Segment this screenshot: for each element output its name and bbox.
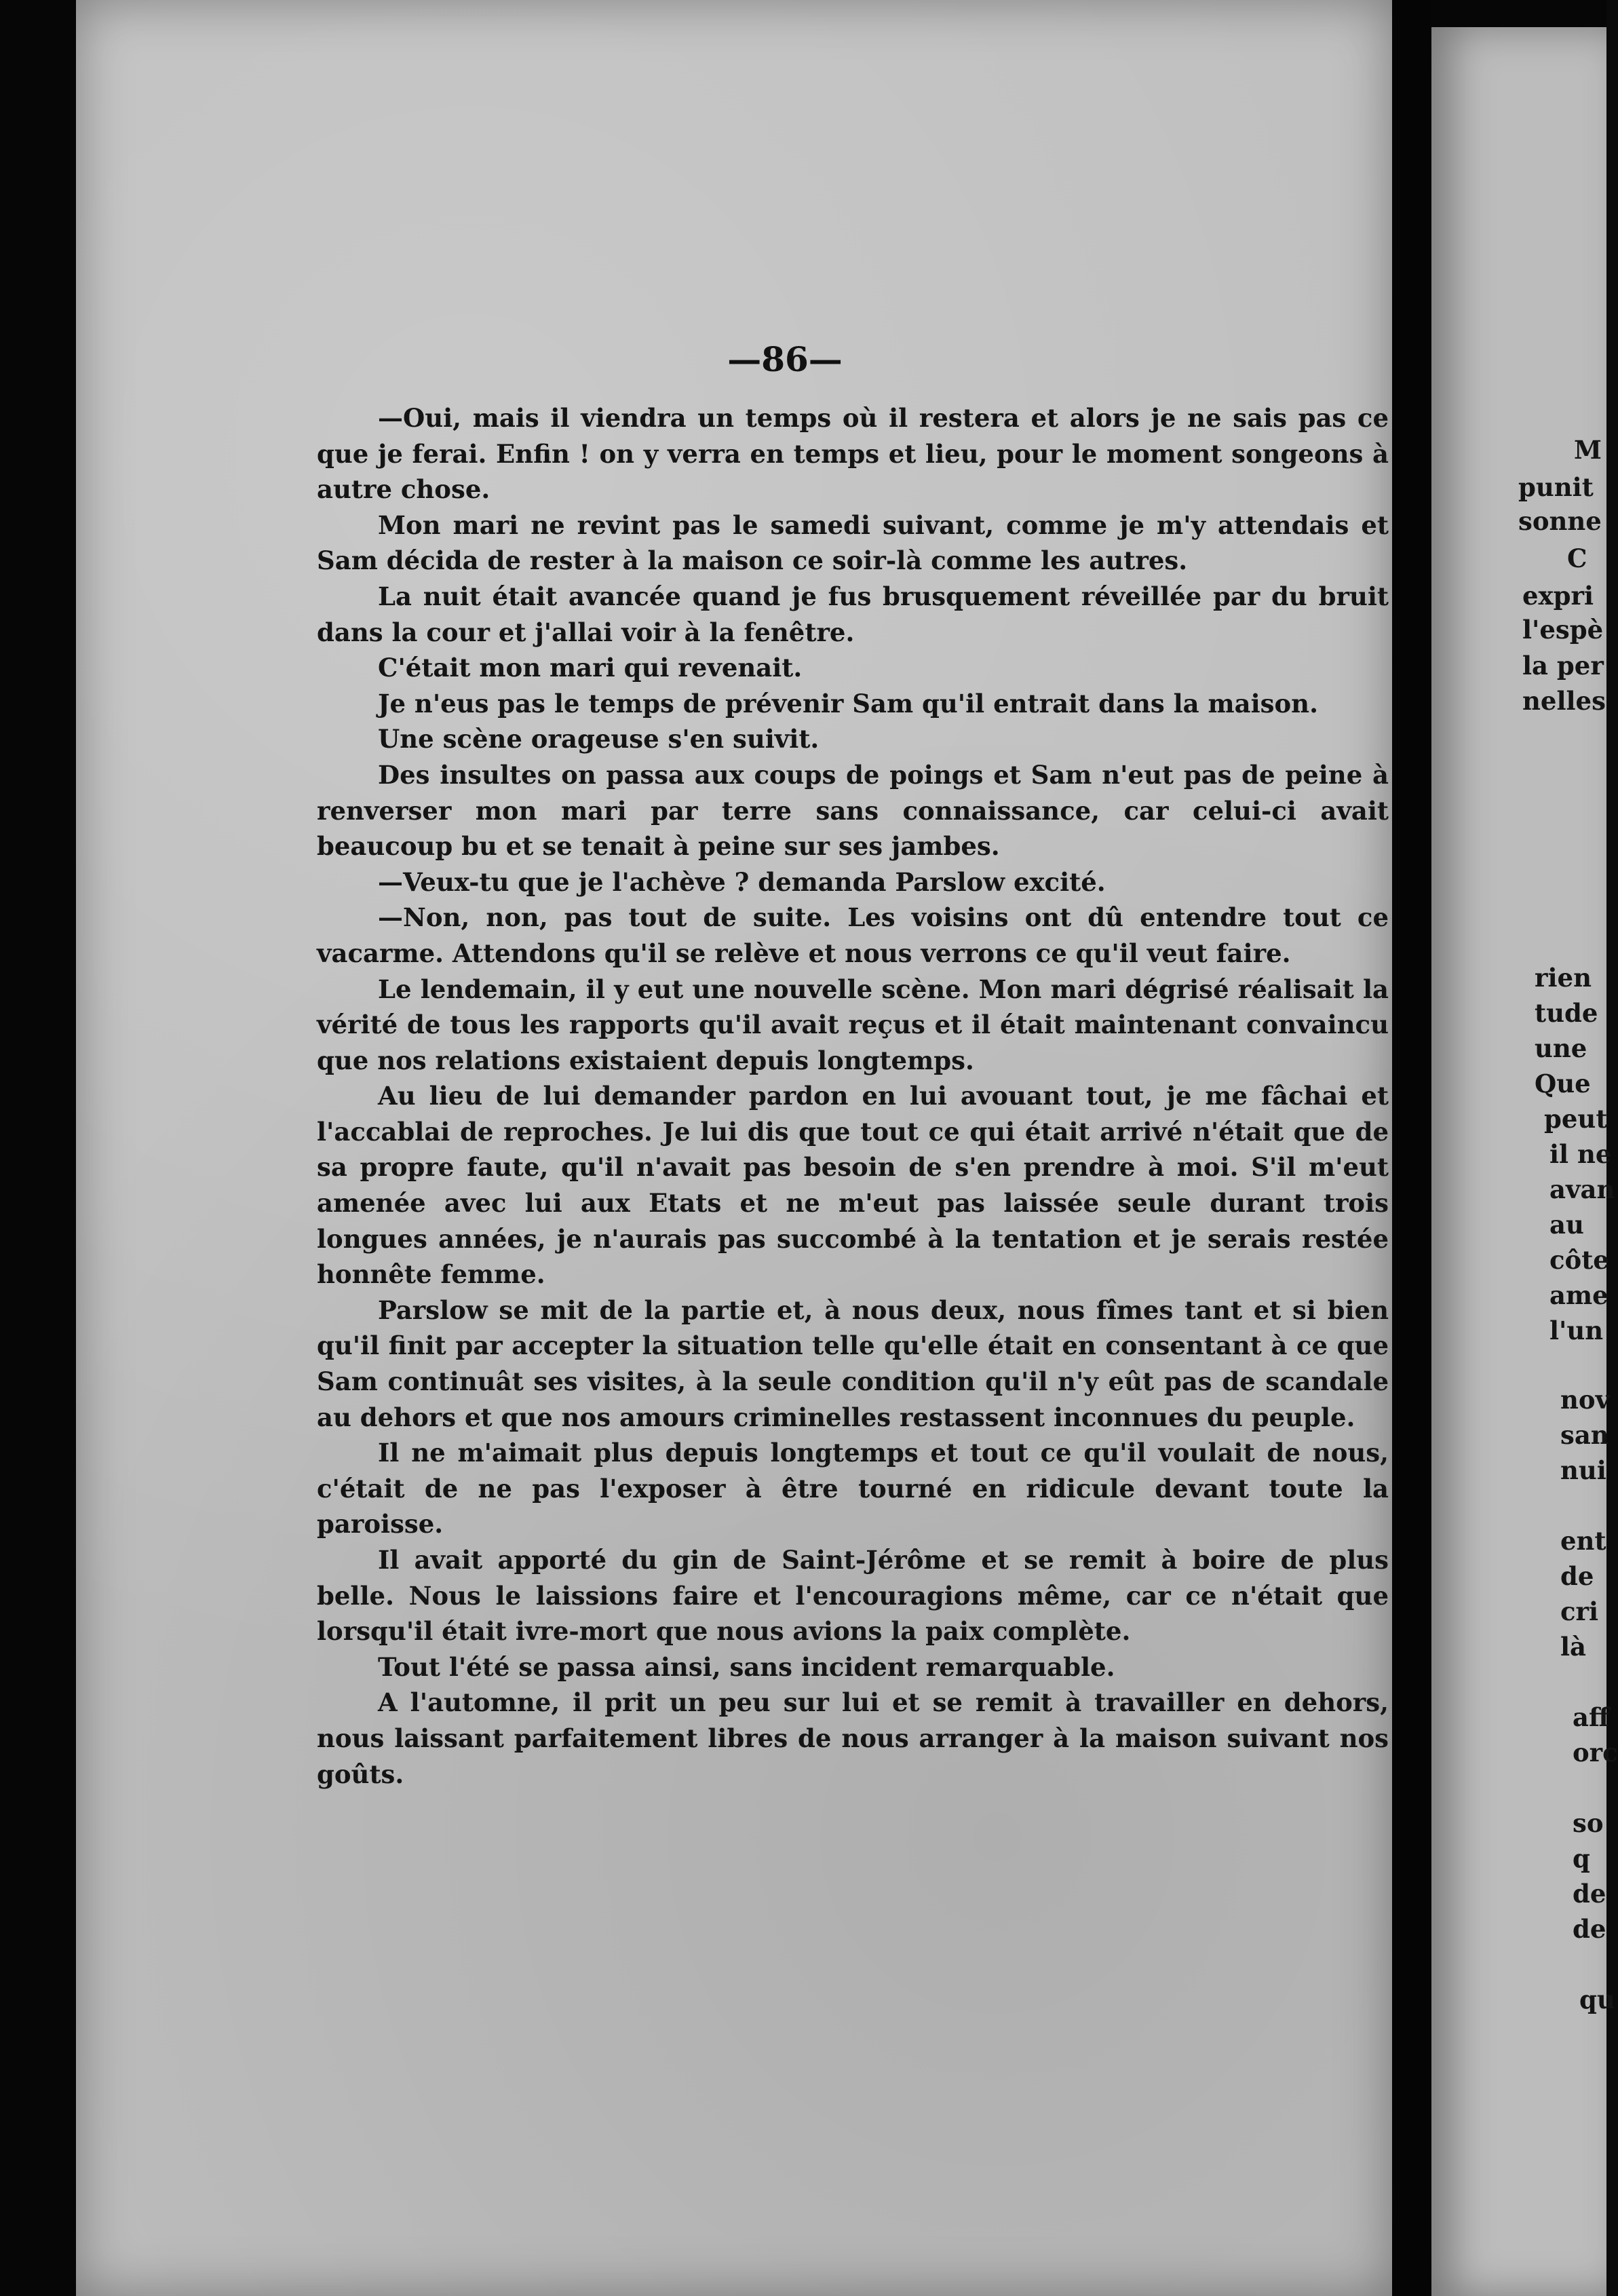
facing-page-fragment: M: [1574, 435, 1602, 465]
facing-page-fragment: l'un: [1549, 1316, 1604, 1345]
paragraph: Je n'eus pas le temps de prévenir Sam qu'il entrait dans la maison.: [378, 688, 1318, 719]
facing-page-fragment: ame: [1549, 1280, 1609, 1310]
facing-page-fragment: orc: [1573, 1738, 1618, 1767]
facing-page-fragment: tude: [1535, 998, 1598, 1028]
book-gutter: [1392, 0, 1431, 2296]
facing-page-fragment: so: [1573, 1808, 1604, 1838]
paragraph: Le lendemain, il y eut une nouvelle scène. Mon mari dégrisé réalisait la vérité de tous les rapports qu'il avait reçus et il était maintenant convaincu que nos relations existaient depuis longtemps.: [317, 974, 1389, 1075]
paragraph: Au lieu de lui demander pardon en lui avouant tout, je me fâchai et l'accablai de reproches. Je lui dis que tout ce qui était arrivé n'était que de sa propre faute, qu'il n'avait pas besoin de s'en prendre à moi. S'il m'eut amenée avec lui aux Etats et ne m'eut pas laissée seule durant trois longues années, je n'aurais pas succombé à la tentation et je serais restée honnête femme.: [317, 1081, 1389, 1290]
page-text: [317, 400, 1389, 1792]
facing-page-fragment: q: [1573, 1843, 1590, 1873]
facing-page-fragment: cri: [1560, 1596, 1599, 1626]
paragraph: A l'automne, il prit un peu sur lui et se remit à travailler en dehors, nous laissant parfaitement libres de nous arranger à la maison suivant nos goûts.: [317, 1687, 1389, 1789]
facing-page-fragment: qu: [1579, 1985, 1615, 2014]
facing-page-fragment: la per: [1522, 651, 1604, 681]
facing-page-fragment: il ne: [1549, 1139, 1612, 1169]
paragraph: Des insultes on passa aux coups de poings et Sam n'eut pas de peine à renverser mon mari par terre sans connaissance, car celui-ci avait beaucoup bu et se tenait à peine sur ses jambes.: [317, 759, 1389, 862]
facing-page-fragment: là: [1560, 1632, 1587, 1662]
facing-page-fragment: C: [1567, 543, 1587, 573]
paragraph: Tout l'été se passa ainsi, sans incident remarquable.: [378, 1651, 1115, 1682]
facing-page-fragment: san: [1560, 1420, 1609, 1450]
paragraph: —Oui, mais il viendra un temps où il restera et alors je ne sais pas ce que je ferai. Enfin ! on y verra en temps et lieu, pour le moment songeons à autre chose.: [317, 403, 1389, 505]
facing-page-fragment: nelles: [1522, 686, 1606, 716]
paragraph: Mon mari ne revint pas le samedi suivant, comme je m'y attendais et Sam décida de rester à la maison ce soir-là comme les autres.: [317, 510, 1389, 576]
facing-page-fragment: nui: [1560, 1455, 1606, 1485]
facing-page-fragment: côte: [1549, 1245, 1609, 1275]
facing-page-fragment: rien: [1535, 963, 1592, 993]
paragraph: C'était mon mari qui revenait.: [378, 653, 803, 683]
paragraph: Une scène orageuse s'en suivit.: [378, 724, 820, 754]
paragraph: Parslow se mit de la partie et, à nous deux, nous fîmes tant et si bien qu'il finit par accepter la situation telle qu'elle était en consentant à ce que Sam continuât ses visites, à la seule condition qu'il n'y eût pas de scandale au dehors et que nos amours criminelles restassent inconnues du peuple.: [317, 1295, 1389, 1432]
paragraph: La nuit était avancée quand je fus brusquement réveillée par du bruit dans la cour et j'allai voir à la fenêtre.: [317, 581, 1389, 647]
facing-page-fragment: l'espè: [1522, 615, 1604, 645]
facing-page-fragment: expri: [1522, 581, 1594, 611]
facing-page-fragment: Que: [1535, 1069, 1591, 1098]
facing-page-fragment: au: [1549, 1210, 1584, 1240]
facing-page-fragment: de: [1573, 1914, 1606, 1944]
facing-page-fragment: une: [1535, 1033, 1587, 1063]
paragraph: —Veux-tu que je l'achève ? demanda Parslow excité.: [378, 866, 1106, 897]
facing-page-fragment: sonne: [1518, 506, 1602, 536]
paragraph: —Non, non, pas tout de suite. Les voisins ont dû entendre tout ce vacarme. Attendons qu'il se relève et nous verrons ce qu'il veut faire.: [317, 902, 1389, 968]
facing-page-fragment: de: [1560, 1561, 1594, 1591]
facing-page-fragment: nov: [1560, 1385, 1611, 1415]
facing-page-fragment: avan: [1549, 1174, 1615, 1204]
facing-page-fragment: de: [1573, 1879, 1606, 1909]
facing-page-fragment: ent: [1560, 1526, 1606, 1556]
paragraph: Il avait apporté du gin de Saint-Jérôme et se remit à boire de plus belle. Nous le laissions faire et l'encouragions même, car ce n'était que lorsqu'il était ivre-mort que nous avions la paix complète.: [317, 1545, 1389, 1647]
facing-page-fragment: punit: [1518, 472, 1594, 502]
left-page: [76, 0, 1392, 2296]
page-number: —86—: [727, 339, 843, 379]
paragraph: Il ne m'aimait plus depuis longtemps et tout ce qu'il voulait de nous, c'était de ne pas l'exposer à être tourné en ridicule devant toute la paroisse.: [317, 1438, 1389, 1539]
facing-page-fragment: peut: [1544, 1104, 1608, 1134]
facing-page-fragment: aff: [1573, 1702, 1610, 1732]
